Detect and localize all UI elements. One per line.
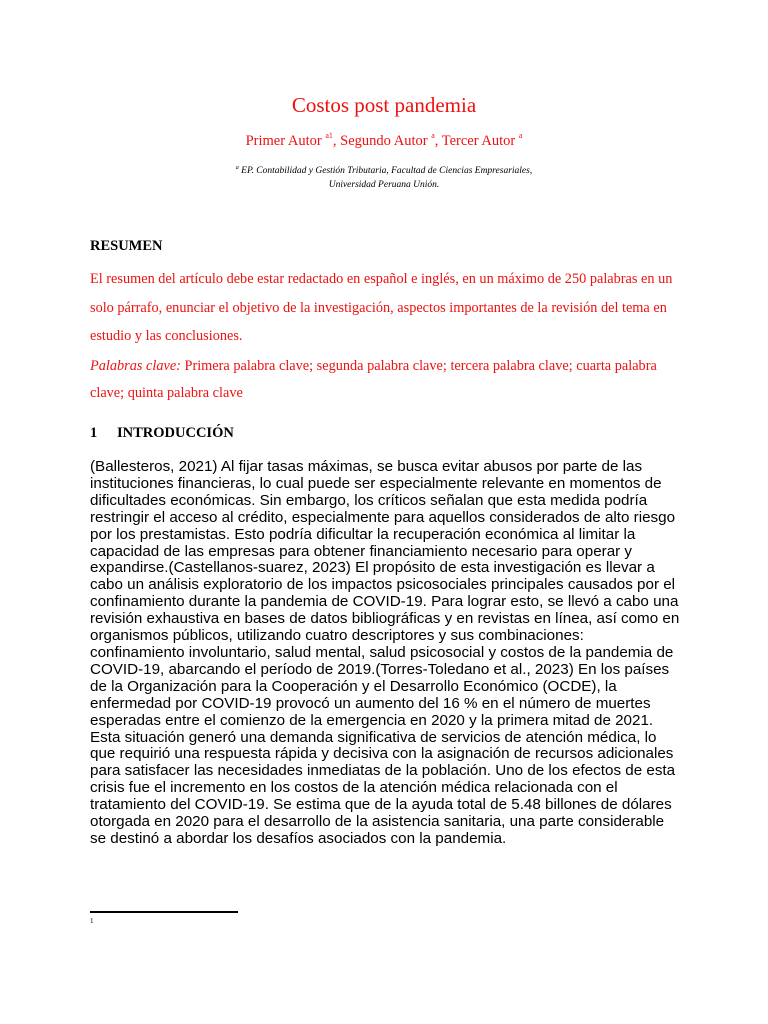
body-line: confinamiento involuntario, salud mental, salud psicosocial y costos de la pandemia de xyxy=(90,643,674,661)
body-line: (Ballesteros, 2021) Al fijar tasas máximas, se busca evitar abusos por parte de las xyxy=(90,458,643,475)
body-line: confinamiento durante la pandemia de COVID-19. Para lograr esto, se llevó a cabo una xyxy=(90,593,679,611)
body-line: enfermedad por COVID-19 provocó un aumento del 16 % en el número de muertes xyxy=(90,694,651,712)
body-line: crisis fue el incremento en los costos de la atención médica relacionada con el xyxy=(90,779,618,797)
body-line: que requirió una respuesta rápida y decisiva con la asignación de recursos adicionales xyxy=(90,745,674,763)
author-list xyxy=(0,133,768,150)
body-line: capacidad de las empresas para obtener financiamiento necesario para operar y xyxy=(90,542,633,560)
keywords xyxy=(90,353,682,407)
body-line: cabo un análisis exploratorio de los impactos psicosociales principales causados por el xyxy=(90,576,676,594)
author-3-affiliation-mark: a xyxy=(518,131,523,140)
affiliation xyxy=(0,164,768,192)
keywords-label: Palabras clave: xyxy=(90,358,181,374)
affiliation-mark: a xyxy=(235,165,239,171)
body-line: para satisfacer las necesidades inmediatas de la población. Uno de los efectos de esta xyxy=(90,762,676,780)
abstract-text: El resumen del artículo debe estar redactado en español e inglés, en un máximo de 250 palabras en un solo párrafo, enunciar el objetivo de la investigación, aspectos importantes de la revisión del tema en estudio y las conclusiones. xyxy=(90,271,673,344)
body-line: instituciones financieras, lo cual puede ser especialmente relevante en momentos de xyxy=(90,474,662,492)
body-line: dificultades económicas. Sin embargo, los críticos señalan que esta medida podría xyxy=(90,491,648,509)
body-line: organismos públicos, utilizando cuatro descriptores y sus combinaciones: xyxy=(90,627,584,645)
keywords-text: Primera palabra clave; segunda palabra clave; tercera palabra clave; cuarta palabra clave; quinta palabra clave xyxy=(90,358,657,401)
body-line: expandirse.(Castellanos-suarez, 2023) El propósito de esta investigación es llevar a xyxy=(90,559,655,577)
author-1: Primer Autor $^{a1}$, xyxy=(245,131,341,149)
author-1-affiliation-mark: a1 xyxy=(325,131,333,140)
footnote-separator xyxy=(90,911,238,913)
author-2-affiliation-mark: a xyxy=(431,131,435,140)
author-3: Tercer Autor $^a$ xyxy=(441,131,523,149)
body-line: Esta situación generó una demanda significativa de servicios de atención médica, lo xyxy=(90,728,657,746)
body-line: COVID-19, abarcando el período de 2019.(Torres-Toledano et al., 2023) En los países xyxy=(90,660,670,678)
affiliation-line-2: Universidad Peruana Unión. xyxy=(328,180,440,190)
footnote-mark: 1 xyxy=(90,917,94,925)
body-line: otorgada en 2020 para el desarrollo de la asistencia sanitaria, una parte considerable xyxy=(90,813,665,831)
body-line: esperadas entre el comienzo de la emergencia en 2020 y la primera mitad de 2021. xyxy=(90,711,654,729)
body-line: revisión exhaustiva en bases de datos bibliográficas y en revistas en línea, así como en xyxy=(90,610,680,628)
body-line: restringir el acceso al crédito, especialmente para aquellos considerados de alto riesgo xyxy=(90,508,676,526)
affiliation-line-1: EP. Contabilidad y Gestión Tributaria, Facultad de Ciencias Empresariales, xyxy=(241,166,533,176)
section-number: 1 xyxy=(90,425,98,441)
body-line: se destinó a abordar los desafíos asociados con la pandemia. xyxy=(90,829,507,847)
section-title: INTRODUCCIÓN xyxy=(117,425,234,441)
section-heading-introduccion xyxy=(90,425,234,442)
introduction-body xyxy=(90,459,684,848)
body-line: por los prestamistas. Esto podría dificultar la recuperación económica al limitar la xyxy=(90,525,636,543)
author-2: Segundo Autor $^a$, xyxy=(340,131,442,149)
resumen-heading: RESUMEN xyxy=(90,238,163,254)
body-line: tratamiento del COVID-19. Se estima que de la ayuda total de 5.48 billones de dólares xyxy=(90,796,672,814)
body-line: de la Organización para la Cooperación y el Desarrollo Económico (OCDE), la xyxy=(90,677,617,695)
paper-title: Costos post pandemia xyxy=(291,93,477,117)
